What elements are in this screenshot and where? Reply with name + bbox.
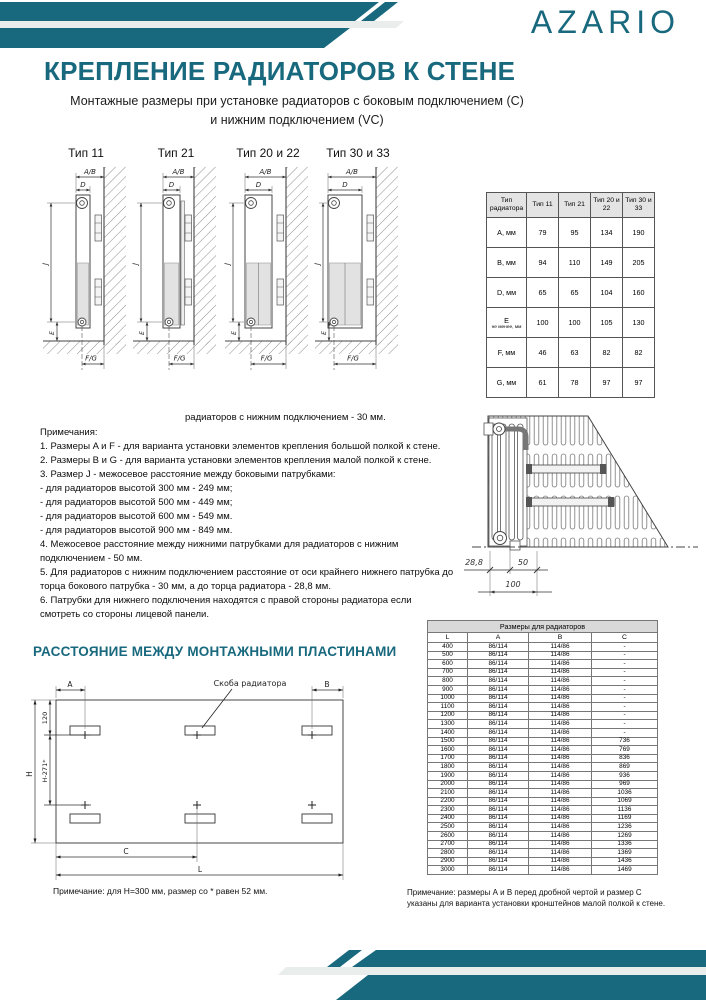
notes-heading: Примечания: (40, 427, 98, 438)
size-table-cell: 86/114 (468, 763, 529, 772)
dim-28-8: 28,8 (465, 558, 483, 567)
diagram-type-20-22 (222, 146, 314, 383)
size-table-cell: 2800 (428, 849, 468, 858)
note-item: 2. Размеры B и G - для варианта установки элементов крепления малой полкой к стене. (40, 455, 432, 466)
size-table-cell: 736 (592, 737, 658, 746)
size-table-cell: - (592, 728, 658, 737)
size-table-cell: 86/114 (468, 711, 529, 720)
svg-text:J: J (41, 262, 50, 266)
size-table-row (428, 823, 658, 832)
size-table-row (428, 780, 658, 789)
size-table-row (428, 771, 658, 780)
note-item: 1. Размеры A и F - для варианта установки элементов крепления большой полкой к стене. (40, 441, 441, 452)
svg-text:A/B: A/B (84, 168, 96, 176)
size-table-cell: 114/86 (529, 806, 592, 815)
dim-row-label: G, мм (487, 368, 527, 398)
dim-table-cell: 110 (559, 248, 591, 278)
dim-table-cell: 63 (559, 338, 591, 368)
size-table-cell: - (592, 651, 658, 660)
radiator-sizes-table (427, 620, 658, 875)
note-item: - для радиаторов высотой 300 мм - 249 мм; (40, 483, 233, 494)
dim-table-cell: 97 (623, 368, 655, 398)
mounting-plate (302, 814, 332, 823)
size-table-cell: 900 (428, 685, 468, 694)
size-table-cell: 114/86 (529, 737, 592, 746)
brand-logo: AZARIO (530, 4, 680, 40)
size-table-row (428, 668, 658, 677)
dim-table-cell: 79 (527, 218, 559, 248)
diagram-drawing (312, 163, 404, 378)
size-table-cell: 86/114 (468, 720, 529, 729)
svg-text:F/G: F/G (260, 354, 273, 363)
size-table-cell: 114/86 (529, 763, 592, 772)
dim-table-row (487, 218, 655, 248)
size-table-cell: 1000 (428, 694, 468, 703)
dimension-table (486, 192, 655, 398)
size-table-cell: 114/86 (529, 651, 592, 660)
size-table-row (428, 797, 658, 806)
size-table-cell: - (592, 677, 658, 686)
page-title: КРЕПЛЕНИЕ РАДИАТОРОВ К СТЕНЕ (44, 56, 516, 86)
size-table-cell: - (592, 660, 658, 669)
size-table-cell: 114/86 (529, 832, 592, 841)
mounting-plate (185, 726, 215, 735)
dim-table-row (487, 278, 655, 308)
header-bar-2 (0, 28, 350, 48)
dim-l-label: L (197, 865, 203, 874)
size-table-row (428, 840, 658, 849)
size-table-cell: 3000 (428, 866, 468, 875)
dim-table-cell: 65 (527, 278, 559, 308)
size-table-cell: 86/114 (468, 728, 529, 737)
size-table-row (428, 763, 658, 772)
dim-table-cell: 130 (623, 308, 655, 338)
mounting-plate (302, 726, 332, 735)
size-table-cell: 86/114 (468, 660, 529, 669)
size-table-cell: 86/114 (468, 668, 529, 677)
dim-table-cell: 100 (559, 308, 591, 338)
size-table-title: Размеры для радиаторов (428, 621, 658, 633)
svg-text:F/G: F/G (347, 354, 359, 363)
size-table-header: L (428, 633, 468, 643)
dim-h-label: H (25, 771, 34, 777)
size-table-row (428, 866, 658, 875)
size-table-cell: 1269 (592, 832, 658, 841)
size-table-row (428, 737, 658, 746)
dim-table-cell: 105 (591, 308, 623, 338)
note-item: - для радиаторов высотой 900 мм - 849 мм. (40, 525, 233, 536)
footer-bar-gray (278, 967, 706, 975)
bottom-connection-drawing (460, 408, 706, 600)
mounting-plates-diagram (25, 678, 405, 913)
size-table-cell: 86/114 (468, 866, 529, 875)
dim-table-cell: 61 (527, 368, 559, 398)
size-table-cell: 86/114 (468, 737, 529, 746)
size-table-cell: 86/114 (468, 857, 529, 866)
size-table-cell: - (592, 694, 658, 703)
dim-a-label: A (67, 680, 73, 689)
size-table-cell: 1369 (592, 849, 658, 858)
footer-bar-1 (352, 950, 706, 967)
svg-text:F/G: F/G (85, 354, 97, 363)
subtitle-line-2: и нижним подключением (VC) (210, 113, 384, 127)
svg-text:A/B: A/B (346, 168, 358, 176)
dim-50: 50 (517, 558, 529, 567)
size-table-cell: 114/86 (529, 840, 592, 849)
size-table-cell: 86/114 (468, 754, 529, 763)
size-table-cell: 2600 (428, 832, 468, 841)
svg-text:A/B: A/B (259, 168, 272, 176)
size-table-cell: 114/86 (529, 771, 592, 780)
note-item: 4. Межосевое расстояние между нижними патрубками для радиаторов с нижним подключением - 50 мм. (40, 539, 399, 564)
size-table-row (428, 703, 658, 712)
plates-note: Примечание: для H=300 мм, размер со * равен 52 мм. (53, 886, 268, 896)
size-table-row (428, 832, 658, 841)
dim-table-cell: 205 (623, 248, 655, 278)
dim-table-row (487, 368, 655, 398)
size-table-cell: 86/114 (468, 703, 529, 712)
dim-table-header: Тип 30 и 33 (623, 193, 655, 218)
size-table-cell: 1100 (428, 703, 468, 712)
size-table-cell: 1069 (592, 797, 658, 806)
bottom-fitting (510, 541, 520, 550)
bottom-valve (494, 532, 507, 545)
dim-table-header: Тип радиатора (487, 193, 527, 218)
dim-120-label: 120 (41, 711, 49, 725)
size-table-row (428, 694, 658, 703)
size-table-cell: 86/114 (468, 840, 529, 849)
size-table-cell: 86/114 (468, 780, 529, 789)
size-table-cell: - (592, 668, 658, 677)
size-table-row (428, 754, 658, 763)
size-table-cell: 700 (428, 668, 468, 677)
size-table-cell: - (592, 703, 658, 712)
dim-table-header: Тип 11 (527, 193, 559, 218)
svg-text:F/G: F/G (173, 354, 186, 363)
svg-text:A/B: A/B (172, 168, 185, 176)
svg-text:D: D (168, 181, 175, 189)
size-table-cell: 114/86 (529, 797, 592, 806)
diagram-title: Тип 11 (68, 146, 104, 160)
size-table-cell: - (592, 711, 658, 720)
size-table-cell: 114/86 (529, 866, 592, 875)
size-table-cell: 1169 (592, 814, 658, 823)
size-table-row (428, 746, 658, 755)
size-table-cell: 600 (428, 660, 468, 669)
size-table-cell: 114/86 (529, 849, 592, 858)
size-table-cell: 86/114 (468, 823, 529, 832)
size-table-cell: 114/86 (529, 660, 592, 669)
top-fitting (484, 423, 493, 435)
size-table-cell: 114/86 (529, 754, 592, 763)
size-table-cell: 114/86 (529, 746, 592, 755)
size-table-cell: 2400 (428, 814, 468, 823)
svg-text:E: E (139, 331, 146, 335)
size-table-row (428, 849, 658, 858)
dim-table-cell: 65 (559, 278, 591, 308)
size-table-cell: 86/114 (468, 677, 529, 686)
size-table-row (428, 643, 658, 652)
size-table-cell: 2100 (428, 789, 468, 798)
size-table-cell: 86/114 (468, 746, 529, 755)
dim-row-label: F, мм (487, 338, 527, 368)
bracket-bar-2 (528, 498, 614, 506)
size-table-cell: 1500 (428, 737, 468, 746)
size-table-title-row (428, 621, 658, 633)
size-table-cell: 86/114 (468, 694, 529, 703)
note-lead-line: радиаторов с нижним подключением - 30 мм. (185, 412, 386, 423)
dim-table-cell: 94 (527, 248, 559, 278)
size-table-cell: 1469 (592, 866, 658, 875)
diagram-drawing (222, 163, 314, 378)
svg-text:J: J (131, 262, 140, 266)
size-table-row (428, 789, 658, 798)
diagram-type-30-33 (312, 146, 404, 383)
size-table-cell: 114/86 (529, 703, 592, 712)
top-valve (493, 423, 505, 435)
size-table-cell: 86/114 (468, 806, 529, 815)
size-table-row (428, 857, 658, 866)
dim-c-label: C (123, 847, 129, 856)
size-table-cell: 114/86 (529, 668, 592, 677)
size-table-cell: 2500 (428, 823, 468, 832)
diagram-drawing (40, 163, 132, 378)
mounting-plate (185, 814, 215, 823)
bracket-callout-label: Скоба радиатора (213, 679, 287, 688)
size-table-row (428, 806, 658, 815)
size-table-cell: 836 (592, 754, 658, 763)
size-table-header: B (529, 633, 592, 643)
diagram-type-21 (130, 146, 222, 383)
dim-table-row (487, 248, 655, 278)
note-item: - для радиаторов высотой 500 мм - 449 мм; (40, 497, 233, 508)
size-table-cell: - (592, 643, 658, 652)
size-table-cell: 800 (428, 677, 468, 686)
notes-items (40, 440, 454, 622)
size-table-cell: 114/86 (529, 711, 592, 720)
dim-table-cell: 82 (623, 338, 655, 368)
header-bar-gray (0, 21, 404, 28)
size-table-cell: 86/114 (468, 789, 529, 798)
size-table-header: C (592, 633, 658, 643)
svg-text:E: E (321, 331, 328, 335)
dim-table-cell: 46 (527, 338, 559, 368)
page-subtitle (18, 92, 576, 130)
size-table-cell: 1200 (428, 711, 468, 720)
dim-table-cell: 82 (591, 338, 623, 368)
diagram-type-11 (40, 146, 132, 383)
dim-row-label: E не менее, мм (487, 308, 527, 338)
size-table-cell: 769 (592, 746, 658, 755)
size-table-cell: 1600 (428, 746, 468, 755)
size-table-cell: 114/86 (529, 823, 592, 832)
size-table-cell: 2300 (428, 806, 468, 815)
size-table-cell: 1036 (592, 789, 658, 798)
size-table-cell: 114/86 (529, 694, 592, 703)
size-table-cell: 86/114 (468, 814, 529, 823)
size-table-row (428, 720, 658, 729)
dim-table-header-row (487, 193, 655, 218)
dim-table-cell: 95 (559, 218, 591, 248)
size-table-cell: 936 (592, 771, 658, 780)
size-table-cell: 86/114 (468, 771, 529, 780)
size-table-cell: 114/86 (529, 643, 592, 652)
size-table-cell: 114/86 (529, 720, 592, 729)
size-table-cell: 2200 (428, 797, 468, 806)
note-item: 5. Для радиаторов с нижним подключением расстояние от оси крайнего нижнего патрубка до торца бокового патрубка - 30 мм, а до торца радиатора - 28,8 мм. (40, 567, 454, 592)
size-table-cell: 114/86 (529, 814, 592, 823)
dim-row-label: A, мм (487, 218, 527, 248)
footer-decoration-bars (0, 950, 706, 1000)
size-table-cell: 114/86 (529, 728, 592, 737)
size-table-cell: 1700 (428, 754, 468, 763)
size-table-cell: 1400 (428, 728, 468, 737)
size-table-cell: 1800 (428, 763, 468, 772)
size-table-cell: 2000 (428, 780, 468, 789)
diagram-drawing (130, 163, 222, 378)
size-table-cell: - (592, 720, 658, 729)
size-table-row (428, 651, 658, 660)
bracket-bar-1 (528, 465, 606, 473)
size-table-cell: 400 (428, 643, 468, 652)
size-table-cell: - (592, 685, 658, 694)
dim-table-cell: 190 (623, 218, 655, 248)
diagram-title: Тип 21 (157, 146, 195, 160)
svg-text:D: D (255, 181, 262, 189)
size-table-cell: 86/114 (468, 832, 529, 841)
svg-text:D: D (342, 181, 348, 189)
header-bar-1 (0, 2, 379, 21)
note-item: - для радиаторов высотой 600 мм - 549 мм. (40, 511, 233, 522)
dim-table-row (487, 308, 655, 338)
svg-text:J: J (223, 262, 232, 266)
size-table-cell: 2700 (428, 840, 468, 849)
dim-table-cell: 134 (591, 218, 623, 248)
size-table-cell: 1300 (428, 720, 468, 729)
dim-table-cell: 100 (527, 308, 559, 338)
dim-table-header: Тип 20 и 22 (591, 193, 623, 218)
size-table-cell: 114/86 (529, 685, 592, 694)
size-table-header: A (468, 633, 529, 643)
note-item: 6. Патрубки для нижнего подключения находятся с правой стороны радиатора если смотреть со стороны лицевой панели. (40, 595, 412, 620)
size-table-cell: 1436 (592, 857, 658, 866)
size-table-cell: 500 (428, 651, 468, 660)
size-table-cell: 86/114 (468, 651, 529, 660)
size-table-row (428, 677, 658, 686)
dim-h271-label: H-271* (41, 759, 49, 783)
size-table-cell: 114/86 (529, 857, 592, 866)
dim-b-label: B (324, 680, 330, 689)
size-table-cell: 86/114 (468, 643, 529, 652)
dim-table-cell: 97 (591, 368, 623, 398)
plates-section-heading: РАССТОЯНИЕ МЕЖДУ МОНТАЖНЫМИ ПЛАСТИНАМИ (33, 644, 397, 659)
subtitle-line-1: Монтажные размеры при установке радиаторов с боковым подключением (С) (70, 94, 524, 108)
size-table-cell: 1236 (592, 823, 658, 832)
size-table-cell: 114/86 (529, 677, 592, 686)
svg-text:E: E (231, 331, 238, 335)
size-table-row (428, 728, 658, 737)
dim-table-cell: 160 (623, 278, 655, 308)
svg-text:D: D (80, 181, 86, 189)
dim-table-cell: 104 (591, 278, 623, 308)
size-table-cell: 969 (592, 780, 658, 789)
size-table-row (428, 814, 658, 823)
dim-100: 100 (505, 580, 521, 589)
size-table-cell: 114/86 (529, 780, 592, 789)
diagram-title: Тип 20 и 22 (236, 146, 300, 160)
size-table-row (428, 711, 658, 720)
mounting-plate (70, 814, 100, 823)
size-table-cell: 114/86 (529, 789, 592, 798)
size-table-cell: 86/114 (468, 849, 529, 858)
dim-row-label: B, мм (487, 248, 527, 278)
size-table-cell: 2900 (428, 857, 468, 866)
svg-text:E: E (49, 331, 56, 335)
size-table-cell: 1136 (592, 806, 658, 815)
size-table-row (428, 685, 658, 694)
size-table-cell: 869 (592, 763, 658, 772)
diagram-title: Тип 30 и 33 (326, 146, 390, 160)
dim-table-row (487, 338, 655, 368)
size-table-header-row (428, 633, 658, 643)
dim-table-cell: 149 (591, 248, 623, 278)
size-table-cell: 86/114 (468, 685, 529, 694)
size-table-cell: 86/114 (468, 797, 529, 806)
notes-block (40, 426, 454, 622)
dim-table-cell: 78 (559, 368, 591, 398)
dim-row-label: D, мм (487, 278, 527, 308)
svg-text:J: J (313, 262, 322, 266)
size-table-row (428, 660, 658, 669)
size-table-cell: 1336 (592, 840, 658, 849)
note-item: 3. Размер J - межосевое расстояние между боковыми патрубками: (40, 469, 336, 480)
size-table-cell: 1900 (428, 771, 468, 780)
dim-table-header: Тип 21 (559, 193, 591, 218)
footer-bar-2 (336, 975, 706, 1000)
size-table-note: Примечание: размеры А и В перед дробной чертой и размер С указаны для варианта установки кронштейнов малой полкой к стене. (407, 888, 666, 908)
